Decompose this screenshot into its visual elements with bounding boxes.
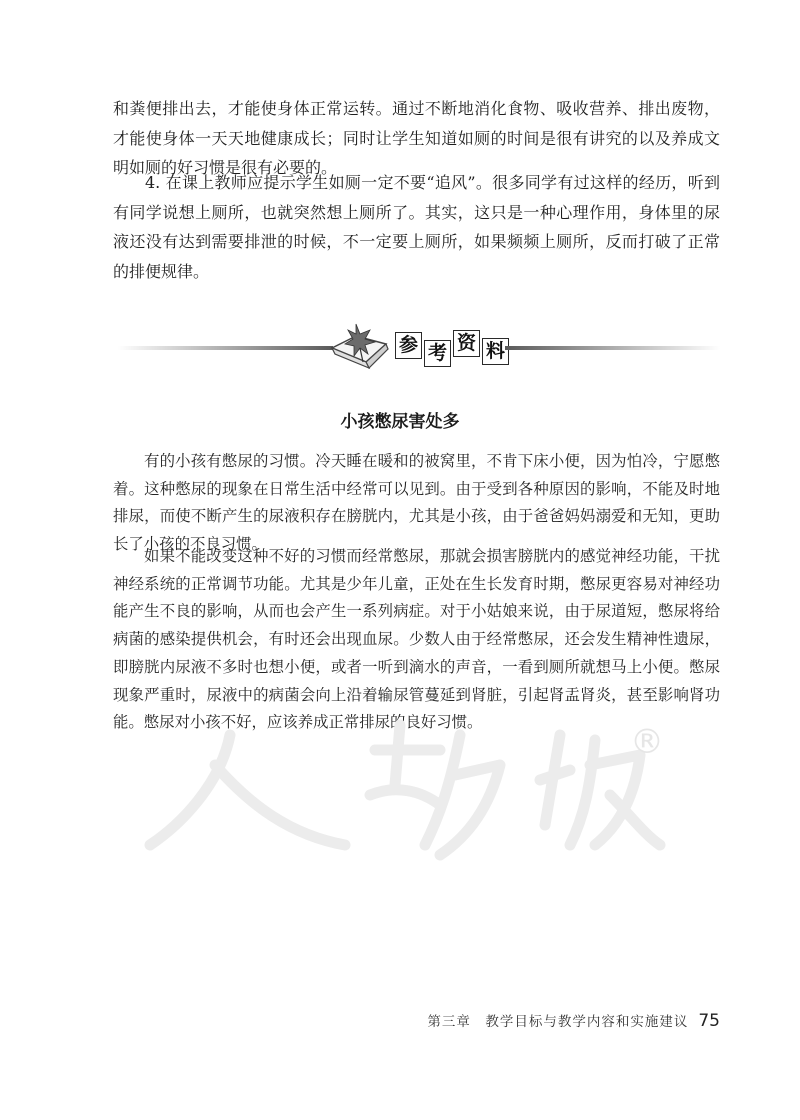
banner-right-rule	[505, 346, 720, 350]
page-number: 75	[698, 1011, 720, 1031]
tip-paragraph-4: 4. 在课上教师应提示学生如厕一定不要“追风”。很多同学有过这样的经历，听到有同学说想上厕所，也就突然想上厕所了。其实，这只是一种心理作用，身体里的尿液还没有达到需要排泄的时候，不一定要上厕所，如果频频上厕所，反而打破了正常的排便规律。	[113, 173, 720, 281]
book-leaf-icon	[326, 318, 394, 376]
banner-char-1: 参	[395, 332, 422, 359]
publisher-watermark	[140, 695, 700, 865]
continuation-paragraph: 和粪便排出去，才能使身体正常运转。通过不断地消化食物、吸收营养、排出废物，才能使身体一天天地健康成长；同时让学生知道如厕的时间是很有讲究的以及养成文明如厕的好习惯是很有必要的。	[113, 99, 720, 177]
banner-left-rule	[118, 346, 333, 350]
chapter-label: 第三章 教学目标与教学内容和实施建议	[427, 1014, 689, 1030]
registered-mark: ®	[630, 722, 664, 762]
article-paragraph-1: 有的小孩有憋尿的习惯。冷天睡在暖和的被窝里，不肯下床小便，因为怕冷，宁愿憋着。这种憋尿的现象在日常生活中经常可以见到。由于受到各种原因的影响，不能及时地排尿，而使不断产生的尿液积存在膀胱内，尤其是小孩，由于爸爸妈妈溺爱和无知，更助长了小孩的不良习惯。	[113, 452, 720, 554]
article-paragraph-2: 如果不能改变这种不好的习惯而经常憋尿，那就会损害膀胱内的感觉神经功能，干扰神经系统的正常调节功能。尤其是少年儿童，正处在生长发育时期，憋尿更容易对神经功能产生不良的影响，从而也会产生一系列病症。对于小姑娘来说，由于尿道短，憋尿将给病菌的感染提供机会，有时还会出现血尿。少数人由于经常憋尿，还会发生精神性遗尿，即膀胱内尿液不多时也想小便，或者一听到滴水的声音，一看到厕所就想马上小便。憋尿现象严重时，尿液中的病菌会向上沿着输尿管蔓延到肾脏，引起肾盂肾炎，甚至影响肾功能。憋尿对小孩不好，应该养成正常排尿的良好习惯。	[113, 547, 720, 732]
reference-section-banner	[0, 318, 800, 378]
page-footer	[427, 1010, 720, 1031]
article-title: 小孩憋尿害处多	[340, 412, 460, 432]
banner-char-2: 考	[424, 340, 451, 367]
banner-char-3: 资	[453, 330, 480, 357]
banner-char-4: 料	[482, 338, 509, 365]
